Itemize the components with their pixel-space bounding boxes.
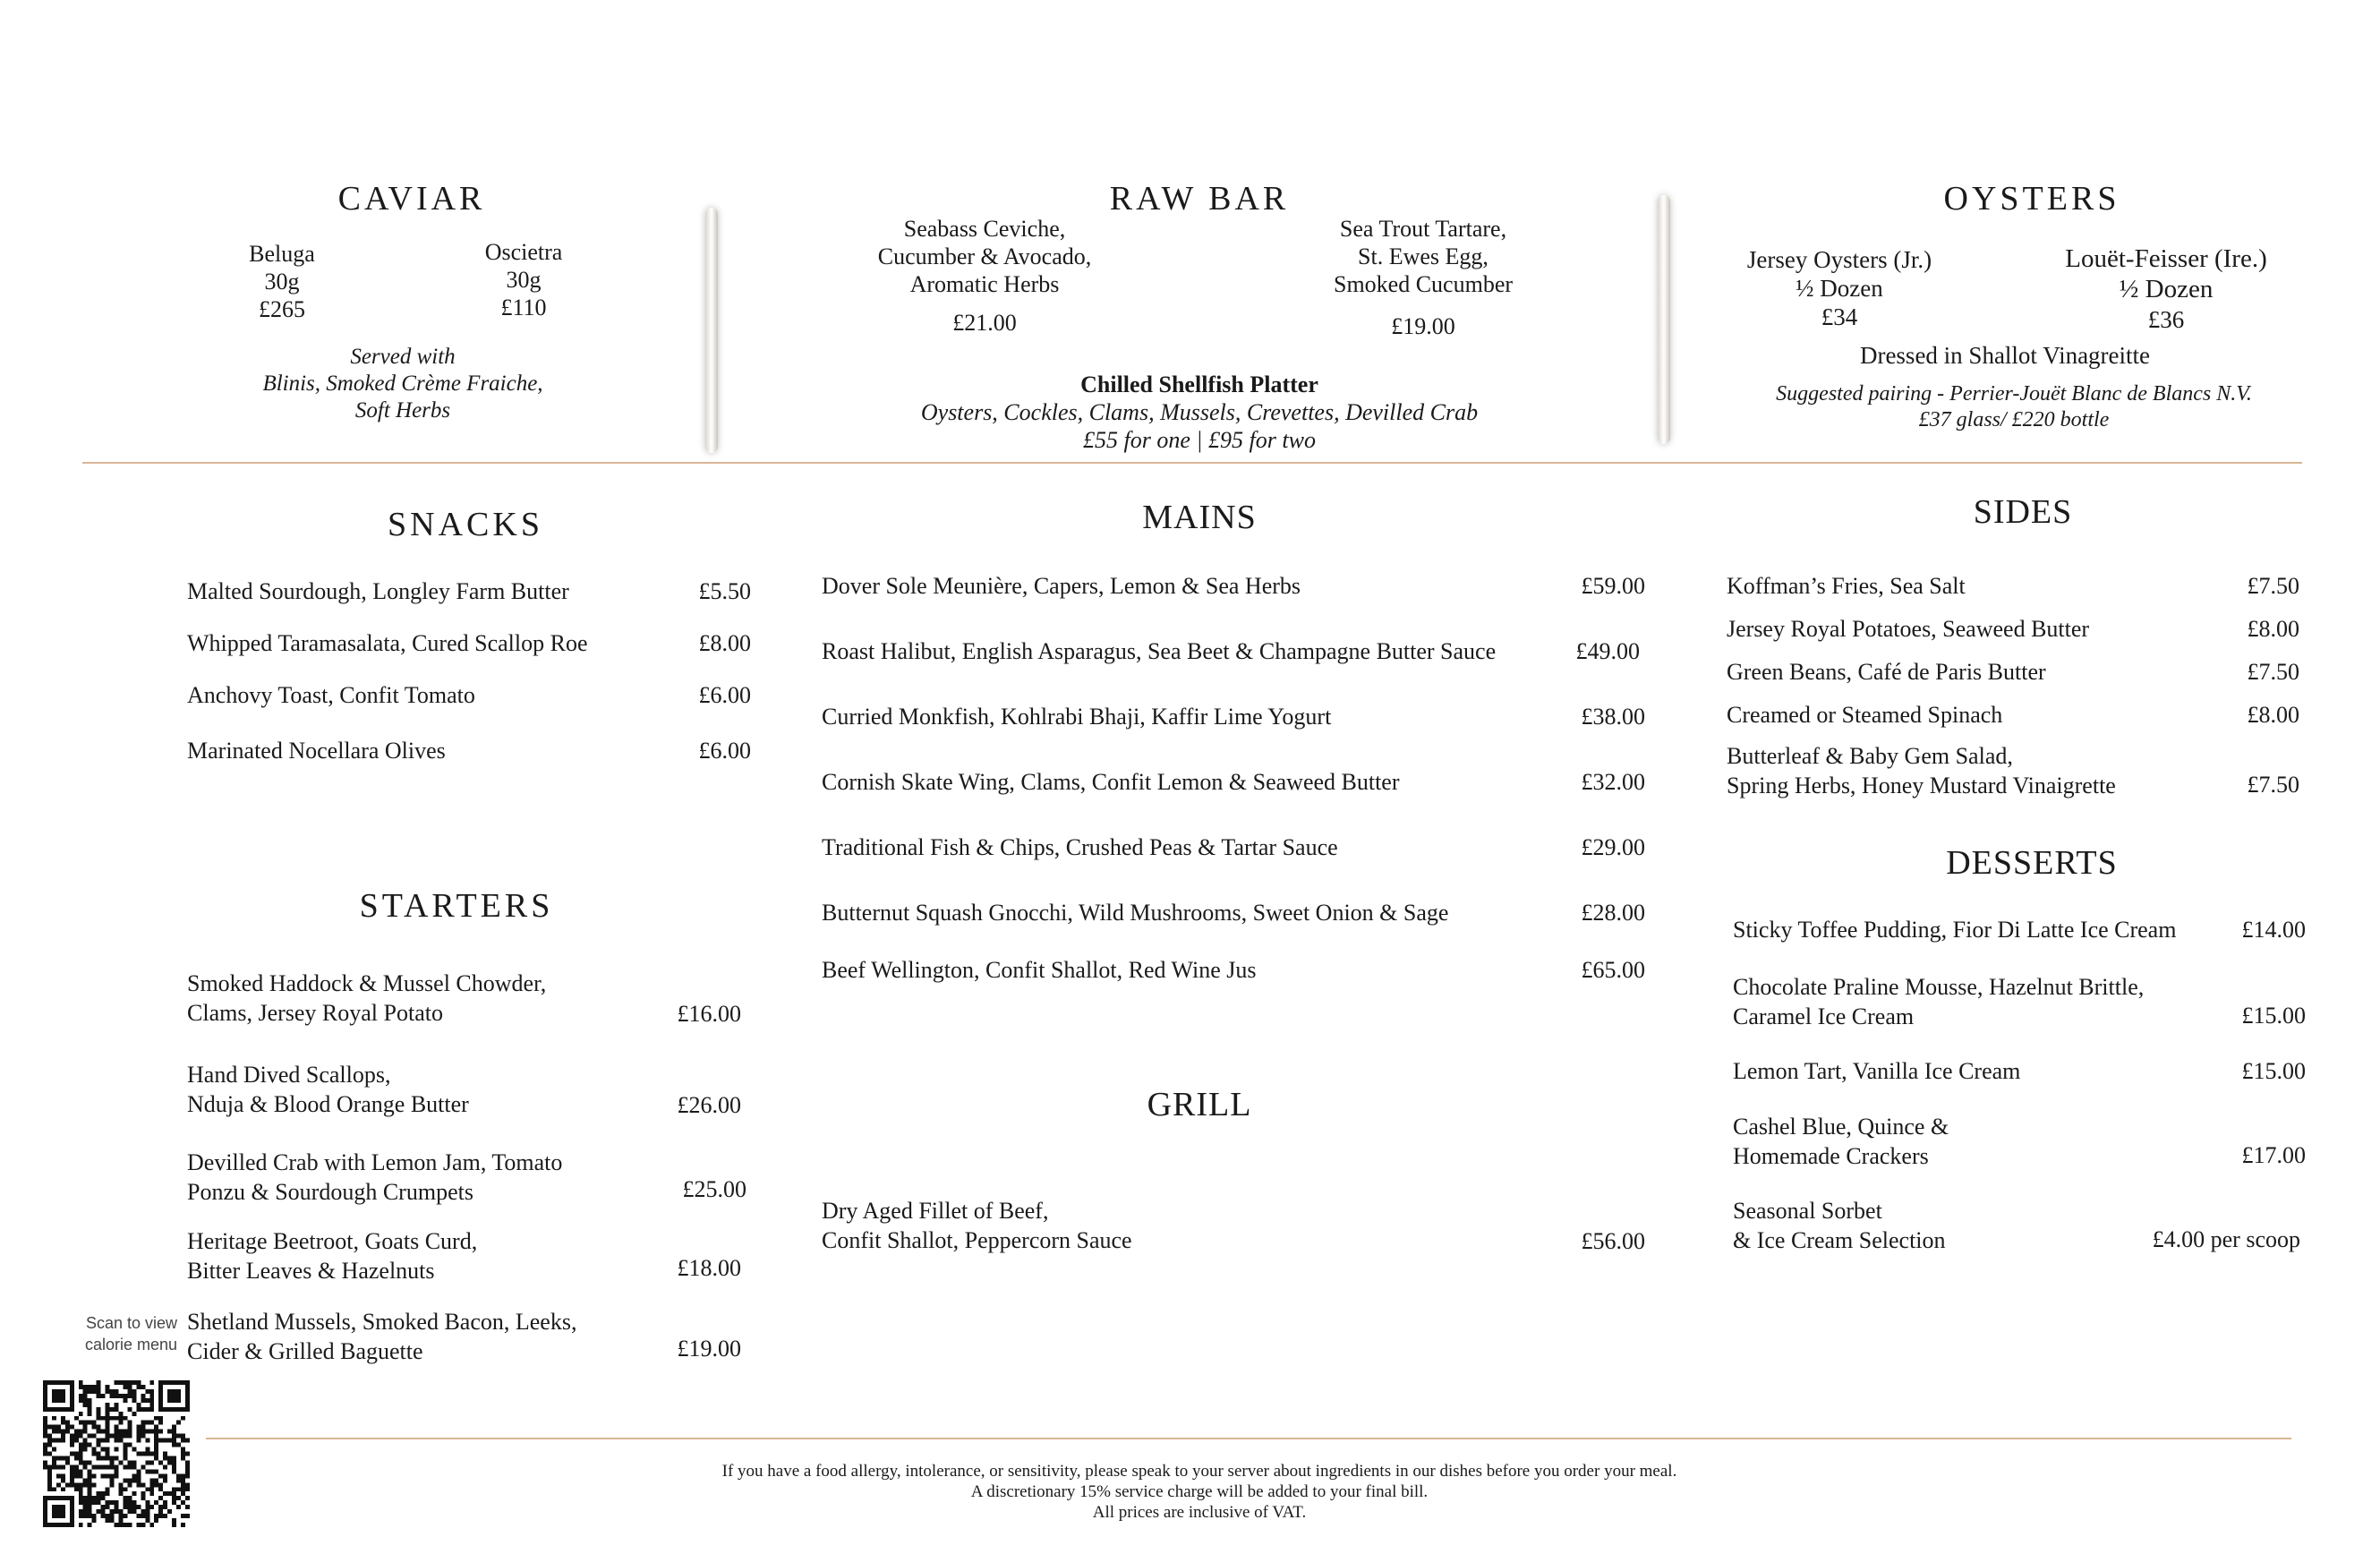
platter-title: Chilled Shellfish Platter <box>1080 371 1318 397</box>
item-name-line2: & Ice Cream Selection <box>1733 1227 1946 1253</box>
item-price: £8.00 <box>698 630 751 656</box>
caviar-item-price: £110 <box>500 295 547 320</box>
list-item <box>1727 614 2299 657</box>
item-name-line2: Clams, Jersey Royal Potato <box>187 1000 443 1026</box>
item-price: £49.00 <box>1575 638 1640 664</box>
list-item <box>187 576 751 628</box>
item-name: Butterleaf & Baby Gem Salad, <box>1727 743 2013 769</box>
list-item <box>822 636 1645 702</box>
qr-code-icon[interactable] <box>43 1380 190 1532</box>
snacks-section <box>304 505 627 544</box>
item-name: Jersey Royal Potatoes, Seaweed Butter <box>1727 616 2090 642</box>
item-name: Hand Dived Scallops, <box>187 1062 391 1088</box>
item-price: £17.00 <box>2241 1142 2306 1168</box>
item-name: Roast Halibut, English Asparagus, Sea Beet & Champagne Butter Sauce <box>822 638 1497 664</box>
item-price: £25.00 <box>682 1176 746 1202</box>
item-name: Koffman’s Fries, Sea Salt <box>1727 573 1966 599</box>
oysters-section <box>1862 179 2202 218</box>
caviar-item-weight: 30g <box>506 267 542 293</box>
item-price: £7.50 <box>2247 573 2299 599</box>
item-price: £38.00 <box>1581 704 1645 730</box>
column-divider-bar <box>1658 195 1670 444</box>
raw-bar-item-price: £21.00 <box>952 310 1017 336</box>
list-item <box>1727 657 2299 700</box>
item-name-line2: Bitter Leaves & Hazelnuts <box>187 1258 435 1284</box>
qr-caption: Scan to view calorie menu <box>84 1314 177 1353</box>
item-price: £15.00 <box>2241 1058 2306 1084</box>
item-price: £26.00 <box>677 1092 741 1118</box>
sides-heading: SIDES <box>1973 493 2073 531</box>
mains-list <box>822 571 1645 991</box>
item-price: £32.00 <box>1581 769 1645 795</box>
item-name-line2: Cider & Grilled Baguette <box>187 1338 423 1364</box>
item-price: £15.00 <box>2241 1003 2306 1029</box>
list-item <box>187 1307 746 1370</box>
list-item <box>187 736 751 788</box>
caviar-served-note: Served with Blinis, Smoked Crème Fraiche, Soft Herbs <box>262 345 543 423</box>
oysters-pairing: Suggested pairing - Perrier-Jouët Blanc de Blancs N.V. £37 glass/ £220 bottle <box>1776 382 2252 431</box>
item-name-line2: Caramel Ice Cream <box>1733 1003 1915 1029</box>
item-name: Seasonal Sorbet <box>1733 1198 1882 1224</box>
item-name-line2: Ponzu & Sourdough Crumpets <box>187 1179 473 1205</box>
raw-bar-item-price: £19.00 <box>1391 313 1455 339</box>
oyster-item-jersey: Jersey Oysters (Jr.) ½ Dozen £34 <box>1746 246 1932 330</box>
item-price: £6.00 <box>698 682 751 708</box>
list-item <box>1727 741 2299 804</box>
sides-list <box>1727 571 2299 804</box>
vat-notice: All prices are inclusive of VAT. <box>1092 1503 1307 1522</box>
item-price: £7.50 <box>2247 659 2299 685</box>
desserts-heading: DESSERTS <box>1946 844 2118 882</box>
raw-bar-heading: RAW BAR <box>1109 180 1290 218</box>
item-name: Cornish Skate Wing, Clams, Confit Lemon & Seaweed Butter <box>822 769 1400 795</box>
list-item <box>187 628 751 680</box>
item-price: £7.50 <box>2247 772 2299 798</box>
item-name: Smoked Haddock & Mussel Chowder, <box>187 970 547 996</box>
item-price: £5.50 <box>698 578 751 604</box>
item-price: £8.00 <box>2247 616 2299 642</box>
item-name: Heritage Beetroot, Goats Curd, <box>187 1228 478 1254</box>
platter-price: £55 for one | £95 for two <box>1083 427 1316 453</box>
item-name: Butternut Squash Gnocchi, Wild Mushrooms, Sweet Onion & Sage <box>822 900 1449 926</box>
item-price: £29.00 <box>1581 834 1645 860</box>
raw-bar-section <box>1020 179 1378 218</box>
footer-divider-rule <box>206 1438 2291 1439</box>
item-name: Green Beans, Café de Paris Butter <box>1727 659 2046 685</box>
item-price: £8.00 <box>2247 702 2299 728</box>
item-price: £56.00 <box>1581 1228 1645 1254</box>
mains-section <box>1056 498 1343 537</box>
allergy-notice: If you have a food allergy, intolerance, or sensitivity, please speak to your server about ingredients in our dishes before you order your meal. <box>721 1462 1677 1481</box>
mains-heading: MAINS <box>1142 499 1257 536</box>
item-price: £65.00 <box>1581 957 1645 983</box>
item-name: Dover Sole Meunière, Capers, Lemon & Sea Herbs <box>822 573 1301 599</box>
item-name-line2: Homemade Crackers <box>1733 1143 1929 1169</box>
item-name: Devilled Crab with Lemon Jam, Tomato <box>187 1149 563 1175</box>
sides-section <box>1880 492 2166 532</box>
list-item <box>1733 915 2306 972</box>
footer-notes <box>627 1461 1772 1523</box>
item-name: Dry Aged Fillet of Beef, <box>822 1198 1049 1224</box>
caviar-item-name: Beluga <box>249 241 315 267</box>
item-name: Creamed or Steamed Spinach <box>1727 702 2003 728</box>
list-item <box>187 969 746 1060</box>
service-charge-notice: A discretionary 15% service charge will be added to your final bill. <box>970 1482 1429 1501</box>
item-price: £59.00 <box>1581 573 1645 599</box>
shellfish-platter <box>841 371 1557 454</box>
item-name: Lemon Tart, Vanilla Ice Cream <box>1733 1058 2021 1084</box>
item-name: Sticky Toffee Pudding, Fior Di Latte Ice Cream <box>1733 917 2177 943</box>
list-item <box>187 1148 746 1226</box>
item-name: Shetland Mussels, Smoked Bacon, Leeks, <box>187 1309 577 1335</box>
list-item <box>822 955 1645 991</box>
list-item <box>822 571 1645 636</box>
caviar-item-price: £265 <box>259 296 305 322</box>
list-item <box>187 680 751 736</box>
oysters-heading: OYSTERS <box>1943 180 2120 218</box>
caviar-section <box>260 179 564 218</box>
grill-heading: GRILL <box>1147 1086 1252 1123</box>
column-divider-bar <box>705 208 718 453</box>
grill-section <box>1056 1085 1343 1124</box>
desserts-section <box>1880 843 2184 883</box>
item-price: £4.00 per scoop <box>2152 1226 2300 1252</box>
item-price: £14.00 <box>2241 917 2306 943</box>
caviar-item-oscietra <box>456 238 591 321</box>
oyster-item-louet-feisser: Louët-Feisser (Ire.) ½ Dozen £36 <box>2065 244 2267 333</box>
item-name: Beef Wellington, Confit Shallot, Red Wine Jus <box>822 957 1257 983</box>
item-price: £18.00 <box>677 1255 741 1281</box>
item-name: Traditional Fish & Chips, Crushed Peas & Tartar Sauce <box>822 834 1338 860</box>
starters-list <box>187 969 746 1370</box>
raw-bar-item-ceviche: Seabass Ceviche, Cucumber & Avocado, Aromatic Herbs £21.00 <box>841 215 1128 337</box>
list-item <box>1733 972 2306 1056</box>
list-item <box>187 1226 746 1307</box>
platter-description: Oysters, Cockles, Clams, Mussels, Crevettes, Devilled Crab <box>920 399 1479 425</box>
list-item <box>1733 1056 2306 1112</box>
item-name: Cashel Blue, Quince & <box>1733 1114 1949 1140</box>
caviar-item-weight: 30g <box>264 269 300 295</box>
list-item <box>822 702 1645 767</box>
list-item <box>822 1196 1645 1268</box>
list-item <box>822 832 1645 898</box>
item-price: £6.00 <box>698 738 751 764</box>
item-name: Malted Sourdough, Longley Farm Butter <box>187 578 569 604</box>
starters-section <box>286 886 627 926</box>
list-item <box>1733 1112 2306 1196</box>
list-item <box>1727 700 2299 741</box>
caviar-item-name: Oscietra <box>484 239 563 265</box>
starters-heading: STARTERS <box>359 887 554 925</box>
list-item <box>822 898 1645 955</box>
caviar-heading: CAVIAR <box>337 180 486 218</box>
item-name: Marinated Nocellara Olives <box>187 738 446 764</box>
oysters-dressing-note: Dressed in Shallot Vinagreitte <box>1859 342 2151 369</box>
list-item <box>1727 571 2299 614</box>
list-item <box>822 767 1645 832</box>
item-name-line2: Nduja & Blood Orange Butter <box>187 1091 469 1117</box>
raw-bar-item-tartare: Sea Trout Tartare, St. Ewes Egg, Smoked Cucumber £19.00 <box>1289 215 1557 340</box>
snacks-heading: SNACKS <box>388 506 543 543</box>
caviar-item-beluga <box>215 240 349 323</box>
item-price: £19.00 <box>677 1336 741 1362</box>
item-price: £28.00 <box>1581 900 1645 926</box>
list-item <box>1733 1196 2306 1259</box>
item-name: Chocolate Praline Mousse, Hazelnut Brittle, <box>1733 974 2145 1000</box>
item-name: Whipped Taramasalata, Cured Scallop Roe <box>187 630 588 656</box>
item-price: £16.00 <box>677 1001 741 1027</box>
item-name: Anchovy Toast, Confit Tomato <box>187 682 475 708</box>
item-name-line2: Confit Shallot, Peppercorn Sauce <box>822 1227 1132 1253</box>
desserts-list <box>1733 915 2306 1259</box>
snacks-list <box>187 576 751 788</box>
section-divider-rule <box>82 462 2302 464</box>
item-name: Curried Monkfish, Kohlrabi Bhaji, Kaffir Lime Yogurt <box>822 704 1332 730</box>
list-item <box>187 1060 746 1148</box>
item-name-line2: Spring Herbs, Honey Mustard Vinaigrette <box>1727 773 2116 798</box>
qr-code-icon[interactable] <box>43 1380 190 1527</box>
